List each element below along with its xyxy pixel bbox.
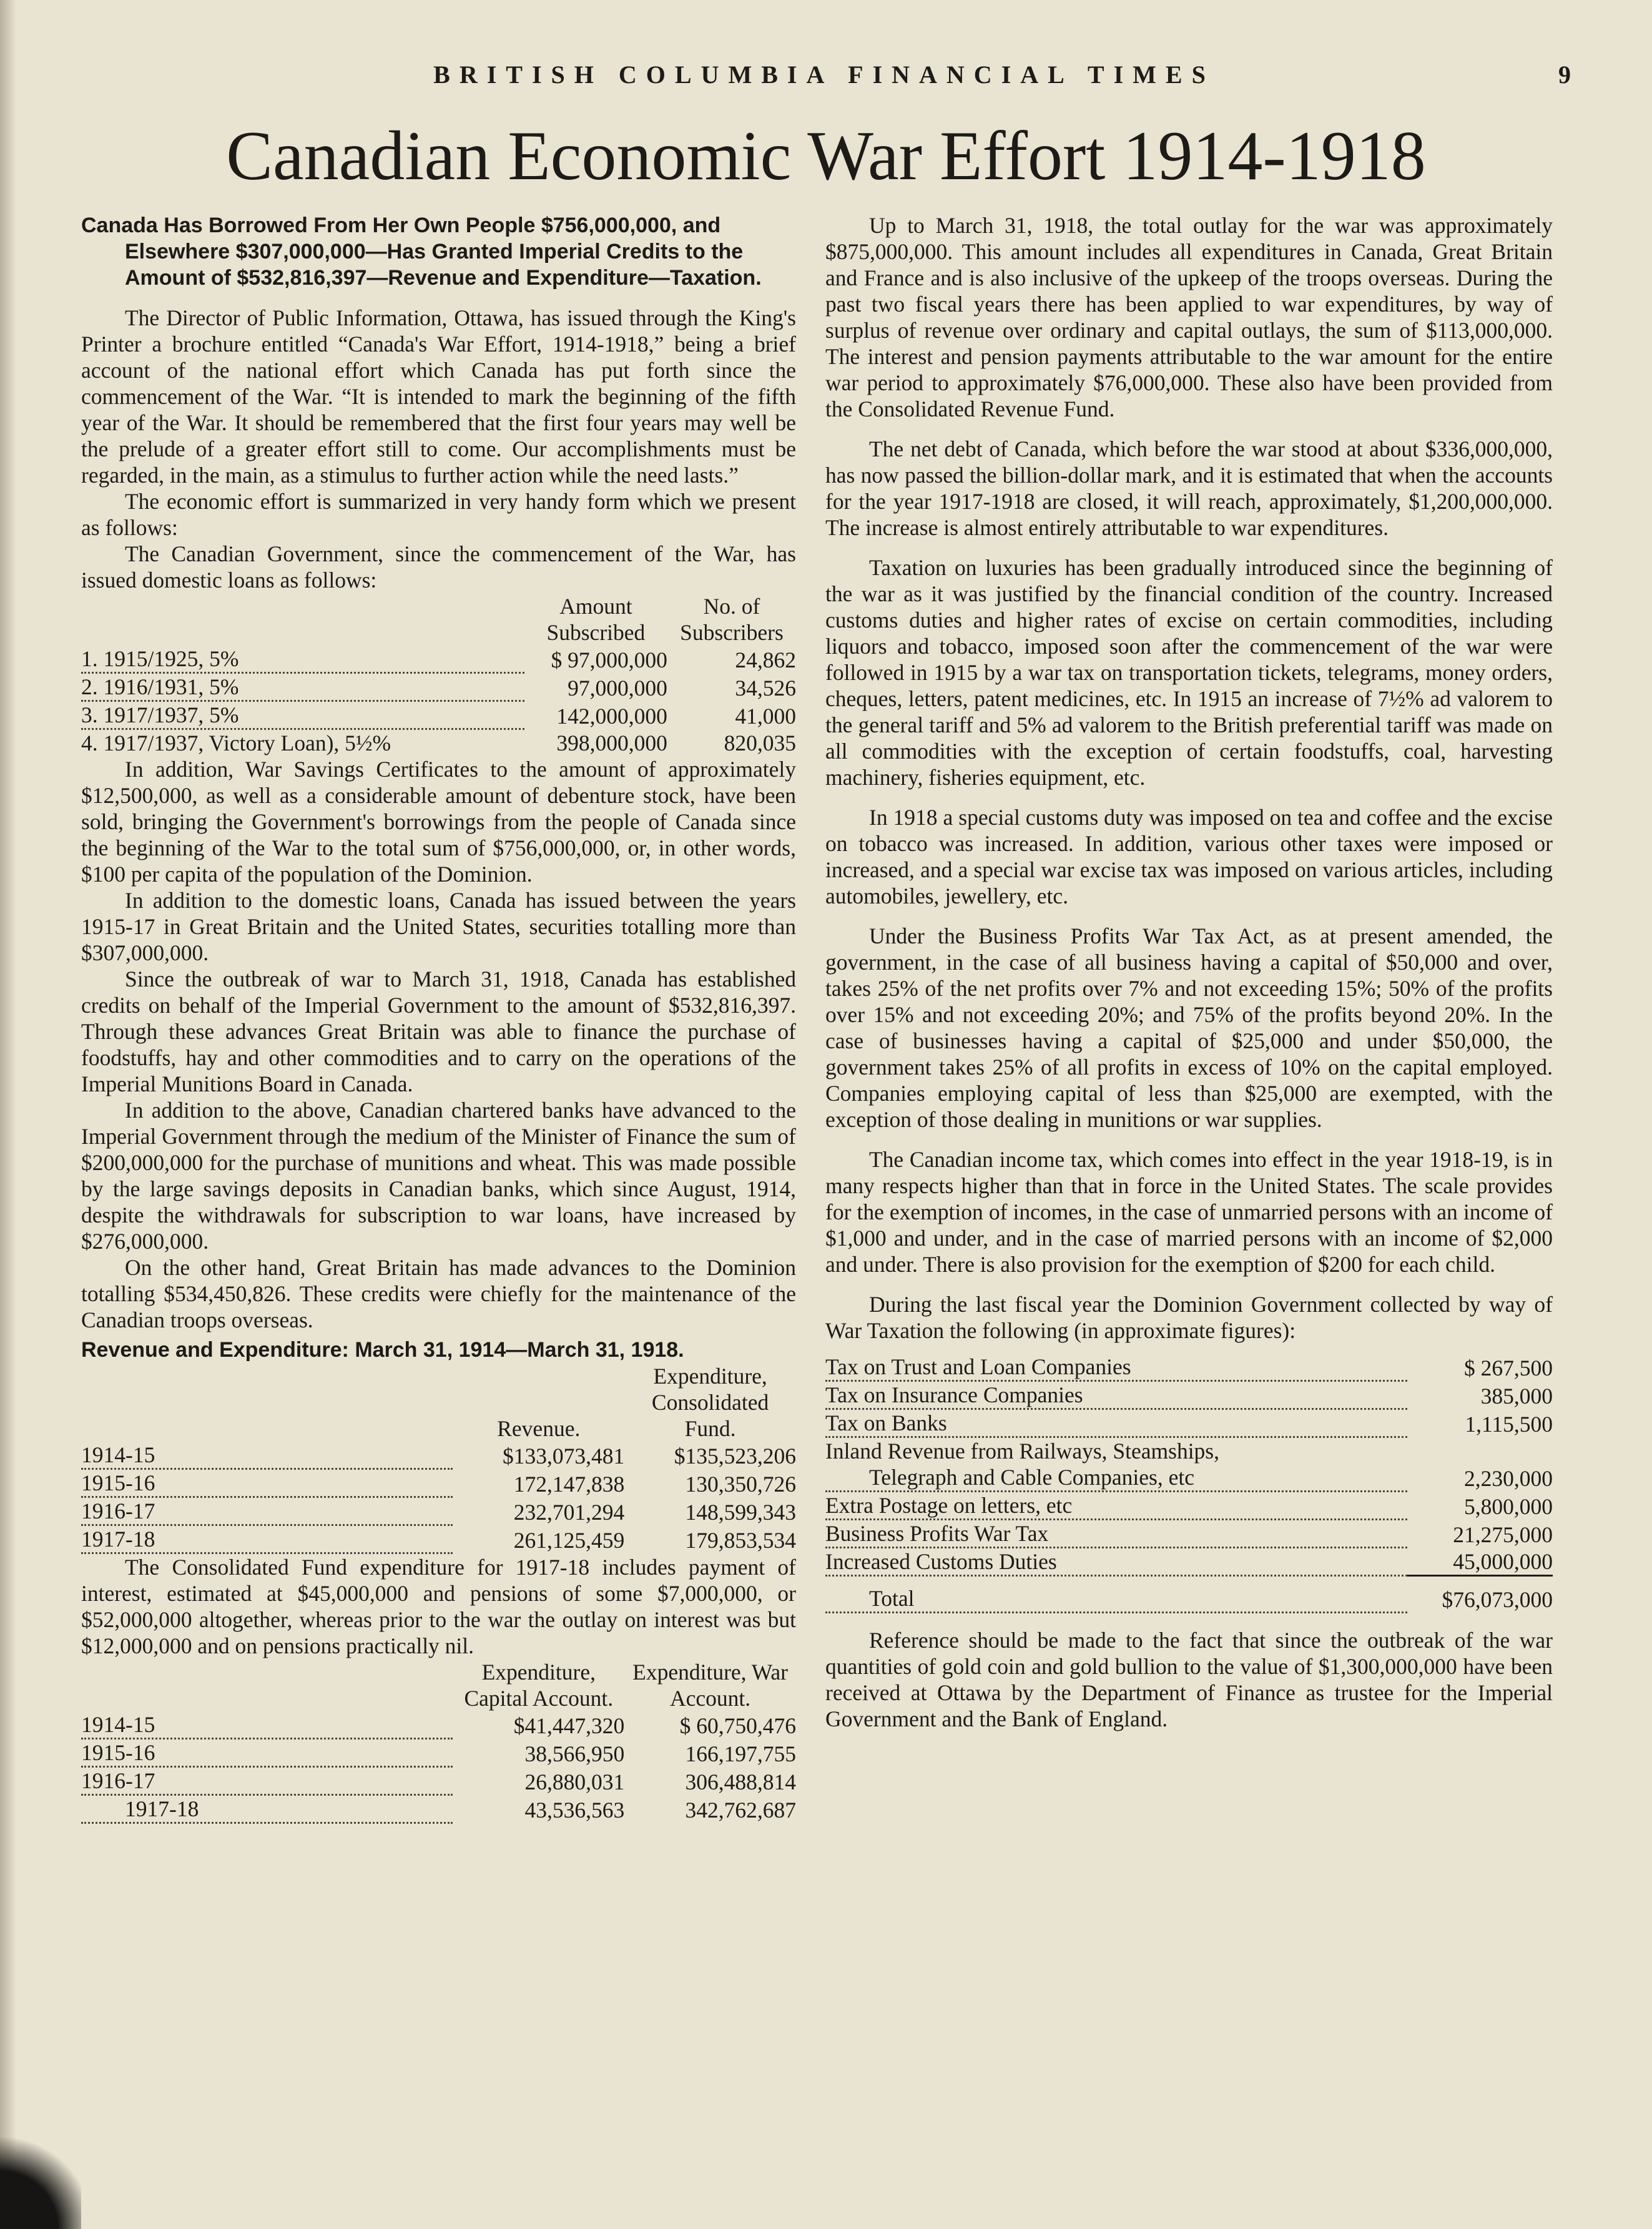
revenue-expenditure-table	[81, 1363, 796, 1554]
right-column	[825, 212, 1553, 1732]
loan-amount: 142,000,000	[556, 703, 667, 729]
expenditure-value: $135,523,206	[674, 1443, 796, 1469]
table-row	[81, 1442, 796, 1469]
table-row	[81, 1469, 796, 1497]
capital-value: $41,447,320	[513, 1713, 625, 1738]
table-row	[825, 1492, 1553, 1520]
table-row	[825, 1464, 1553, 1492]
capital-value: 26,880,031	[524, 1769, 625, 1794]
capital-value: 38,566,950	[524, 1741, 625, 1766]
paragraph: Up to March 31, 1918, the total outlay for the war was approximately $875,000,000. This amount includes all expenditures in Canada, Great Britain and France and is also inclusive of the upkeep of the troops overseas. During the past two fiscal years there has been applied to war expenditures, by way of surplus of revenue over ordinary and capital outlays, the sum of $113,000,000. The interest and pension payments attributable to the war amount for the entire war period to approximately $76,000,000. These also have been provided from the Consolidated Revenue Fund.	[825, 213, 1553, 421]
loan-amount: 398,000,000	[556, 731, 667, 755]
paragraph: In addition, War Savings Certificates to the amount of approximately $12,500,000, as well as a considerable amount of debenture stock, have been sold, bringing the Government's borrowings from the people of Canada since the beginning of the War to the total sum of $756,000,000, or, in other words, $100 per capita of the population of the Dominion.	[81, 757, 796, 887]
war-value: 342,762,687	[685, 1797, 796, 1823]
war-value: $ 60,750,476	[679, 1713, 796, 1738]
tax-value: 5,800,000	[1464, 1493, 1553, 1519]
war-value: 166,197,755	[685, 1741, 796, 1766]
table-row	[81, 701, 796, 729]
fiscal-year: 1915-16	[81, 1469, 453, 1497]
loan-subscribers: 34,526	[735, 675, 796, 701]
page-corner-shadow	[0, 2129, 81, 2229]
tax-value: 45,000,000	[1453, 1549, 1553, 1574]
tax-label: Inland Revenue from Railways, Steamships,	[825, 1439, 1219, 1464]
table-header-row	[81, 593, 796, 646]
tax-value: 1,115,500	[1465, 1411, 1553, 1437]
paragraph: The economic effort is summarized in very handy form which we present as follows:	[81, 489, 796, 540]
domestic-loans-table	[81, 593, 796, 756]
tax-label: Tax on Trust and Loan Companies	[825, 1354, 1407, 1381]
paragraph: In addition to the above, Canadian chartered banks have advanced to the Imperial Government through the medium of the Minister of Finance the sum of $200,000,000 for the purchase of munitions and wheat. This was made possible by the large savings deposits in Canadian banks, which since August, 1914, despite the withdrawals for subscription to war loans, have increased by $276,000,000.	[81, 1098, 796, 1254]
table-header-row	[81, 1659, 796, 1711]
binding-shadow	[0, 0, 16, 2229]
table-row	[825, 1381, 1553, 1409]
paragraph: In 1918 a special customs duty was imposed on tea and coffee and the excise on tobacco was increased. In addition, various other taxes were imposed or increased, and a special war excise tax was imposed on various articles, including automobiles, jewellery, etc.	[825, 805, 1553, 908]
revenue-value: 232,701,294	[513, 1499, 625, 1525]
war-value: 306,488,814	[685, 1769, 796, 1794]
table-total-row	[825, 1576, 1553, 1613]
tax-value: 2,230,000	[1464, 1465, 1553, 1491]
table-row	[81, 1711, 796, 1739]
table-row	[825, 1354, 1553, 1381]
total-value: $76,073,000	[1407, 1576, 1553, 1613]
paragraph: Taxation on luxuries has been gradually introduced since the beginning of the war as it was justified by the financial condition of the country. Increased customs duties and higher rates of excise on certain commodities, including liquors and tobacco, imposed soon after the commencement of the war were followed in 1915 by a war tax on transportation tickets, telegrams, money orders, cheques, letters, patent medicines, etc. In 1915 an increase of 7½% ad valorem to the general tariff and 5% ad valorem to the British preferential tariff was made on all commodities with the exception of certain foodstuffs, coal, harvesting machinery, fisheries equipment, etc.	[825, 555, 1553, 790]
capital-value: 43,536,563	[524, 1797, 625, 1823]
paragraph: Reference should be made to the fact that since the outbreak of the war quantities of gold coin and gold bullion to the value of $1,300,000,000 have been received at Ottawa by the Department of Finance as trustee for the Imperial Government and the Bank of England.	[825, 1628, 1553, 1731]
table-row	[81, 1795, 796, 1823]
tax-value: 21,275,000	[1453, 1522, 1553, 1547]
fiscal-year: 1916-17	[81, 1767, 453, 1795]
tax-label: Tax on Insurance Companies	[825, 1381, 1407, 1409]
column-header: Expenditure, War Account.	[632, 1660, 789, 1711]
column-header: Expenditure, Capital Account.	[464, 1660, 614, 1711]
table-row	[825, 1548, 1553, 1576]
column-header: Revenue.	[497, 1416, 581, 1441]
revenue-value: $133,073,481	[502, 1443, 625, 1469]
table-row	[825, 1409, 1553, 1437]
table-row	[81, 673, 796, 701]
paragraph: On the other hand, Great Britain has made advances to the Dominion totalling $534,450,826. These credits were chiefly for the maintenance of the Canadian troops overseas.	[81, 1255, 796, 1332]
loan-label: 2. 1916/1931, 5%	[81, 673, 524, 701]
fiscal-year: 1917-18	[81, 1525, 453, 1553]
fiscal-year: 1914-15	[81, 1442, 453, 1469]
section-heading: Revenue and Expenditure: March 31, 1914—March 31, 1918.	[81, 1338, 684, 1362]
table-row	[825, 1520, 1553, 1548]
article-subhead: Canada Has Borrowed From Her Own People $756,000,000, and Elsewhere $307,000,000—Has Granted Imperial Credits to the Amount of $532,816,397—Revenue and Expenditure—Taxation.	[81, 214, 762, 290]
fiscal-year: 1914-15	[81, 1711, 453, 1739]
loan-subscribers: 24,862	[735, 647, 796, 672]
column-header: Amount Subscribed	[546, 594, 646, 645]
paragraph: The Canadian Government, since the commencement of the War, has issued domestic loans as follows:	[81, 541, 796, 593]
tax-value: 385,000	[1480, 1383, 1553, 1409]
loan-subscribers: 820,035	[724, 731, 796, 755]
table-row	[81, 729, 796, 757]
tax-value	[1407, 1437, 1553, 1465]
running-head: BRITISH COLUMBIA FINANCIAL TIMES	[433, 61, 1215, 89]
column-header: Expenditure, Consolidated Fund.	[651, 1364, 769, 1441]
paragraph: The net debt of Canada, which before the war stood at about $336,000,000, has now passed the billion-dollar mark, and it is estimated that when the accounts for the year 1917-1918 are closed, it will reach, approximately, $1,200,000,000. The increase is almost entirely attributable to war expenditures.	[825, 436, 1553, 540]
article-title: Canadian Economic War Effort 1914-1918	[226, 117, 1426, 195]
tax-label: Increased Customs Duties	[825, 1548, 1407, 1576]
tax-label: Tax on Banks	[825, 1409, 1407, 1437]
paragraph: Under the Business Profits War Tax Act, as at present amended, the government, in the case of all business having a capital of $50,000 and over, takes 25% of the net profits over 7% and not exceeding 15%; 50% of the profits over 15% and not exceeding 20%; and 75% of the profits beyond 20%. In the case of businesses having a capital of $25,000 and under $50,000, the government takes 25% of all profits in excess of 10% on the capital employed. Companies employing capital of less than $25,000 are exempted, with the exception of those dealing in munitions or war supplies.	[825, 923, 1553, 1132]
fiscal-year: 1917-18	[81, 1795, 453, 1823]
loan-amount: 97,000,000	[568, 675, 667, 701]
loan-label: 3. 1917/1937, 5%	[81, 701, 524, 729]
tax-value: $ 267,500	[1464, 1355, 1553, 1380]
loan-label: 4. 1917/1937, Victory Loan), 5½%	[81, 731, 391, 755]
left-column	[81, 212, 796, 1824]
paragraph: The Consolidated Fund expenditure for 1917-18 includes payment of interest, estimated at $45,000,000 and pensions of some $7,000,000, or $52,000,000 altogether, whereas prior to the war the outlay on interest was but $12,000,000 and on pensions practically nil.	[81, 1555, 796, 1658]
table-row	[81, 1497, 796, 1525]
table-row	[81, 1767, 796, 1795]
tax-label: Extra Postage on letters, etc	[825, 1492, 1407, 1520]
tax-label: Business Profits War Tax	[825, 1520, 1407, 1548]
expenditure-value: 130,350,726	[685, 1471, 796, 1497]
table-row	[825, 1437, 1553, 1465]
total-label: Total	[825, 1576, 1407, 1613]
revenue-value: 261,125,459	[513, 1527, 625, 1553]
expenditure-value: 148,599,343	[685, 1499, 796, 1525]
paragraph: Since the outbreak of war to March 31, 1918, Canada has established credits on behalf of the Imperial Government to the amount of $532,816,397. Through these advances Great Britain was able to finance the purchase of foodstuffs, hay and other commodities and to carry on the operations of the Imperial Munitions Board in Canada.	[81, 967, 796, 1096]
table-header-row	[81, 1363, 796, 1442]
paragraph: The Canadian income tax, which comes into effect in the year 1918-19, is in many respects higher than that in force in the United States. The scale provides for the exemption of incomes, in the case of unmarried persons with an income of $1,000 and under, and in the case of married persons with an income of $2,000 and under. There is also provision for the exemption of $200 for each child.	[825, 1147, 1553, 1277]
table-row	[81, 1525, 796, 1553]
capital-war-expenditure-table	[81, 1659, 796, 1824]
war-taxation-table	[825, 1354, 1553, 1613]
column-header: No. of Subscribers	[680, 594, 784, 645]
fiscal-year: 1916-17	[81, 1497, 453, 1525]
loan-subscribers: 41,000	[735, 703, 796, 729]
fiscal-year: 1915-16	[81, 1739, 453, 1767]
page-number: 9	[1558, 61, 1571, 89]
table-row	[81, 1739, 796, 1767]
paragraph: During the last fiscal year the Dominion Government collected by way of War Taxation the following (in approximate figures):	[825, 1292, 1553, 1343]
paragraph: In addition to the domestic loans, Canada has issued between the years 1915-17 in Great Britain and the United States, securities totalling more than $307,000,000.	[81, 888, 796, 965]
loan-label: 1. 1915/1925, 5%	[81, 646, 524, 673]
table-row	[81, 646, 796, 673]
expenditure-value: 179,853,534	[685, 1527, 796, 1553]
loan-amount: $ 97,000,000	[551, 647, 667, 672]
tax-label: Telegraph and Cable Companies, etc	[825, 1464, 1407, 1492]
revenue-value: 172,147,838	[513, 1471, 625, 1497]
paragraph: The Director of Public Information, Ottawa, has issued through the King's Printer a brochure entitled “Canada's War Effort, 1914-1918,” being a brief account of the national effort which Canada has put forth since the commencement of the War. “It is intended to mark the beginning of the fifth year of the War. It should be remembered that the first four years may well be the prelude of a greater effort still to come. Our accomplishments must be regarded, in the main, as a stimulus to further action while the need lasts.”	[81, 305, 796, 488]
